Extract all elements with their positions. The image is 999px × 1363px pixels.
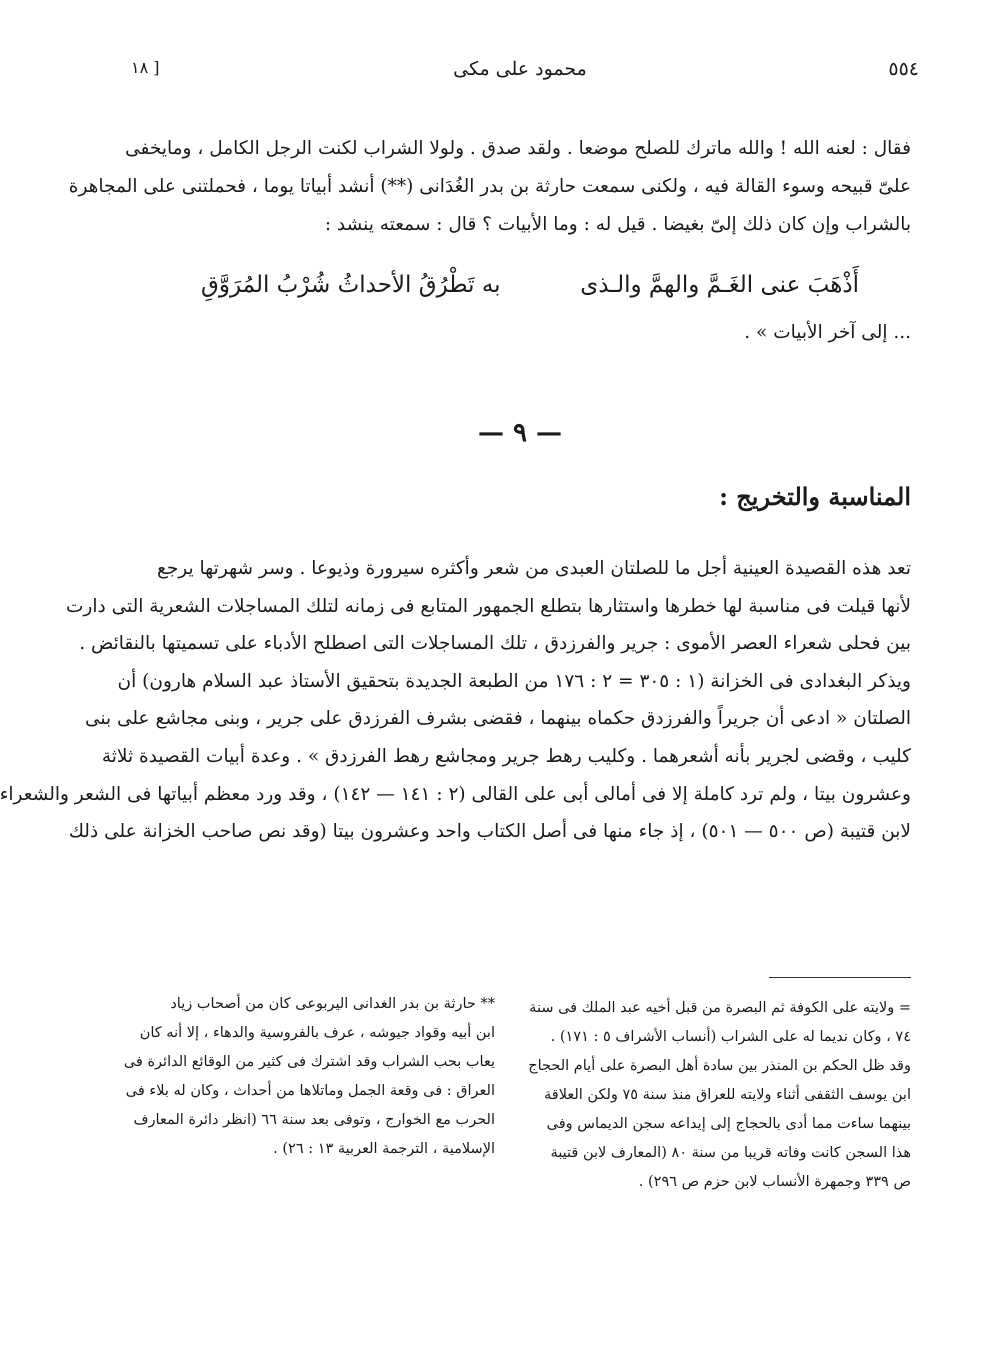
footnote-line: = ولايته على الكوفة ثم البصرة من قبل أخيه عبد الملك فى سنة — [529, 1000, 911, 1016]
footnote-haritha — [125, 990, 495, 1164]
text-line: الصلتان « ادعى أن جريراً والفرزدق حكماه بينهما ، فقضى بشرف الفرزدق على جرير ، وبنى مجاشع على بنى — [84, 708, 911, 730]
footnote-line: وقد ظل الحكم بن المنذر بين سادة أهل البصرة على أيام الحجاج — [528, 1058, 911, 1074]
text-line: علىّ قبيحه وسوء القالة فيه ، ولكنى سمعت حارثة بن بدر الغُدَانى (**) أنشد أبياتا يوما ، فحملتنى على المجاهرة — [68, 176, 911, 197]
footnote-line: ٧٤ ، وكان نديما له على الشراب (أنساب الأشراف ٥ : ١٧١) . — [550, 1029, 911, 1045]
verse-first-hemistich: أَذْهَبَ عنى الغَـمَّ والهمَّ والـذى — [580, 272, 859, 298]
text-line: وعشرون بيتا ، ولم ترد كاملة إلا فى أمالى أبى على القالى (٢ : ١٤١ — ١٤٢) ، وقد ورد معظم أبياتها فى الشعر والشعراء — [0, 783, 911, 805]
footnote-line: يعاب بحب الشراب وقد اشترك فى كثير من الوقائع الدائرة فى — [123, 1054, 495, 1070]
page-header — [121, 58, 919, 92]
footnote-line: بينهما ساءت مما أدى بالحجاج إلى إيداعه سجن الديماس وفى — [546, 1116, 911, 1132]
verse-ending: ... إلى آخر الأبيات » . — [744, 322, 911, 343]
text-line: لابن قتيبة (ص ٥٠٠ — ٥٠١) ، إذ جاء منها فى أصل الكتاب واحد وعشرون بيتا (وقد نص صاحب الخزانة على ذلك — [68, 821, 911, 843]
footnote-line: الحرب مع الخوارج ، وتوفى بعد سنة ٦٦ (انظر دائرة المعارف — [133, 1112, 495, 1128]
footnote-line: ** حارثة بن بدر الغدانى اليربوعى كان من أصحاب زياد — [170, 996, 495, 1012]
text-line: ويذكر البغدادى فى الخزانة (١ : ٣٠٥ = ٢ : ١٧٦ من الطبعة الجديدة بتحقيق الأستاذ عبد السلام هارون) أن — [117, 670, 911, 692]
text-line: فقال : لعنه الله ! والله ماترك للصلح موضعا . ولقد صدق . ولولا الشراب لكنت الرجل الكامل ، ومايخفى — [125, 138, 911, 159]
section-number: — ٩ — — [477, 418, 563, 448]
footnote-divider — [769, 977, 911, 978]
text-line: لأنها قيلت فى مناسبة لها خطرها واستثارها بتطلع الجمهور المتابع فى زمانه لتلك المساجلات الشعرية التى دارت — [65, 595, 911, 617]
text-line: بالشراب وإن كان ذلك إلىّ بغيضا . قيل له : وما الأبيات ؟ قال : سمعته ينشد : — [324, 214, 911, 235]
paragraph-quote — [68, 130, 911, 244]
verse-second-hemistich: به تَطْرُقُ الأحداثُ شُرْبُ المُرَوَّقِ — [201, 272, 501, 298]
footnote-line: الإسلامية ، الترجمة العربية ١٣ : ٢٦) . — [273, 1141, 495, 1157]
text-line: بين فحلى شعراء العصر الأموى : جرير والفرزدق ، تلك المساجلات التى اصطلح الأدباء على تسميتها بالنقائض . — [79, 633, 911, 655]
text-line: كليب ، وقضى لجرير بأنه أشعرهما . وكليب رهط جرير ومجاشع رهط الفرزدق » . وعدة أبيات القصيدة ثلاثة — [101, 745, 911, 767]
running-title: محمود على مكى — [453, 58, 587, 80]
poetry-verse — [201, 272, 859, 316]
page-number: ٥٥٤ — [888, 58, 919, 80]
section-heading: المناسبة والتخريج : — [719, 482, 911, 511]
footnote-line: ابن يوسف الثقفى أثناء ولايته للعراق منذ سنة ٧٥ ولكن العلاقة — [544, 1087, 911, 1103]
text-line: تعد هذه القصيدة العينية أجل ما للصلتان العبدى من شعر وأكثره سيرورة وذيوعا . وسر شهرتها يرجع — [156, 558, 911, 579]
issue-number: [ ١٨ — [131, 58, 160, 77]
paragraph-main — [0, 550, 911, 851]
footnote-line: ابن أبيه وقواد جيوشه ، عرف بالفروسية والدهاء ، إلا أنه كان — [139, 1025, 495, 1041]
footnote-line: ص ٣٣٩ وجمهرة الأنساب لابن حزم ص ٢٩٦) . — [638, 1174, 911, 1190]
footnote-line: العراق : فى وقعة الجمل وماتلاها من أحداث ، وكان له بلاء فى — [125, 1083, 495, 1099]
footnote-continuation — [528, 994, 911, 1197]
footnote-line: هذا السجن كانت وفاته قريبا من سنة ٨٠ (المعارف لابن قتيبة — [550, 1145, 911, 1161]
